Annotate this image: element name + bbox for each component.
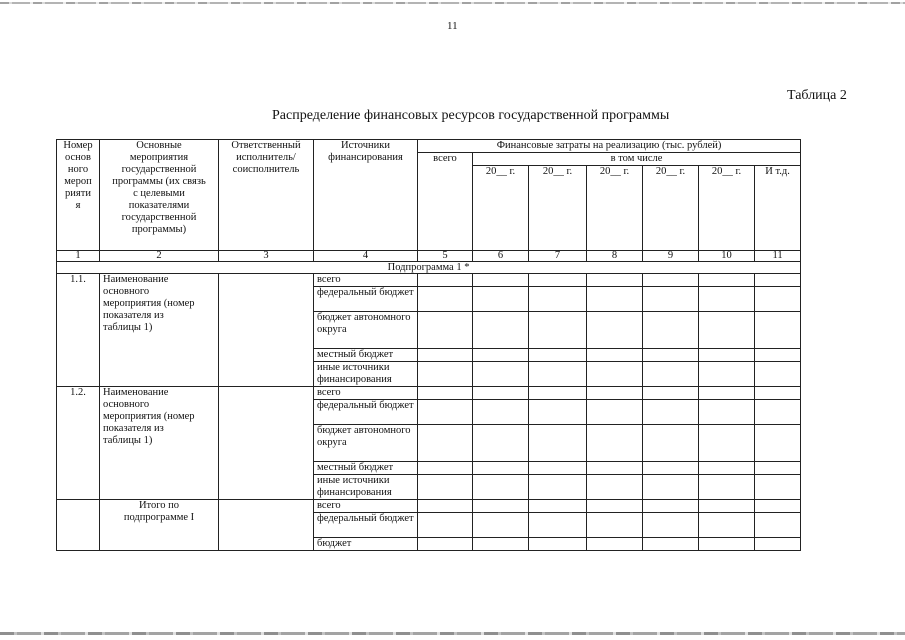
col-num: 11 (755, 251, 801, 262)
subtotal-number (57, 500, 100, 551)
col-num: 6 (473, 251, 529, 262)
source-cell: всего (314, 387, 418, 400)
source-cell: федеральный бюджет (314, 287, 418, 312)
measure-name: Наименование основного мероприятия (номер показателя из таблицы 1) (100, 274, 219, 387)
header-measures-cell: Основные мероприятия государственной программы (их связь с целевыми показателями государственной программы) (100, 140, 219, 251)
header-etc: И т.д. (755, 166, 801, 251)
financial-table (56, 139, 801, 551)
page-number: 11 (447, 20, 458, 32)
col-num: 10 (699, 251, 755, 262)
measure-number: 1.2. (57, 387, 100, 500)
table-row (57, 500, 801, 513)
header-year-3: 20__ г. (587, 166, 643, 251)
measure-number: 1.1. (57, 274, 100, 387)
col-num: 1 (57, 251, 100, 262)
subtotal-executor (219, 500, 314, 551)
header-year-5: 20__ г. (699, 166, 755, 251)
header-executor-cell: Ответственный исполнитель/ соисполнитель (219, 140, 314, 251)
col-num: 9 (643, 251, 699, 262)
source-cell: всего (314, 274, 418, 287)
measure-executor (219, 274, 314, 387)
column-numbers-row (57, 251, 801, 262)
table-row (57, 387, 801, 400)
header-number-cell: Номер основ ного мероп рияти я (57, 140, 100, 251)
source-cell: всего (314, 500, 418, 513)
col-num: 7 (529, 251, 587, 262)
source-cell: бюджет (314, 538, 418, 551)
header-financial-cell: Финансовые затраты на реализацию (тыс. рублей) (418, 140, 801, 153)
measure-name: Наименование основного мероприятия (номер показателя из таблицы 1) (100, 387, 219, 500)
subprogram-row: Подпрограмма 1 * (57, 262, 801, 274)
scan-edge-bottom (0, 632, 905, 635)
header-sources-cell: Источники финансирования (314, 140, 418, 251)
col-num: 4 (314, 251, 418, 262)
source-cell: иные источники финансирования (314, 362, 418, 387)
col-num: 8 (587, 251, 643, 262)
subtotal-name: Итого по подпрограмме I (100, 500, 219, 551)
scan-edge-top (0, 2, 905, 4)
header-including-cell: в том числе (473, 153, 801, 166)
source-cell: местный бюджет (314, 462, 418, 475)
source-cell: бюджет автономного округа (314, 312, 418, 349)
col-num: 2 (100, 251, 219, 262)
table-row (57, 274, 801, 287)
source-cell: местный бюджет (314, 349, 418, 362)
source-cell: бюджет автономного округа (314, 425, 418, 462)
measure-executor (219, 387, 314, 500)
header-year-2: 20__ г. (529, 166, 587, 251)
source-cell: федеральный бюджет (314, 513, 418, 538)
col-num: 5 (418, 251, 473, 262)
page-title: Распределение финансовых ресурсов государственной программы (272, 108, 670, 123)
table-label: Таблица 2 (787, 88, 847, 103)
header-year-1: 20__ г. (473, 166, 529, 251)
source-cell: иные источники финансирования (314, 475, 418, 500)
source-cell: федеральный бюджет (314, 400, 418, 425)
header-total-cell: всего (418, 153, 473, 251)
header-year-4: 20__ г. (643, 166, 699, 251)
col-num: 3 (219, 251, 314, 262)
